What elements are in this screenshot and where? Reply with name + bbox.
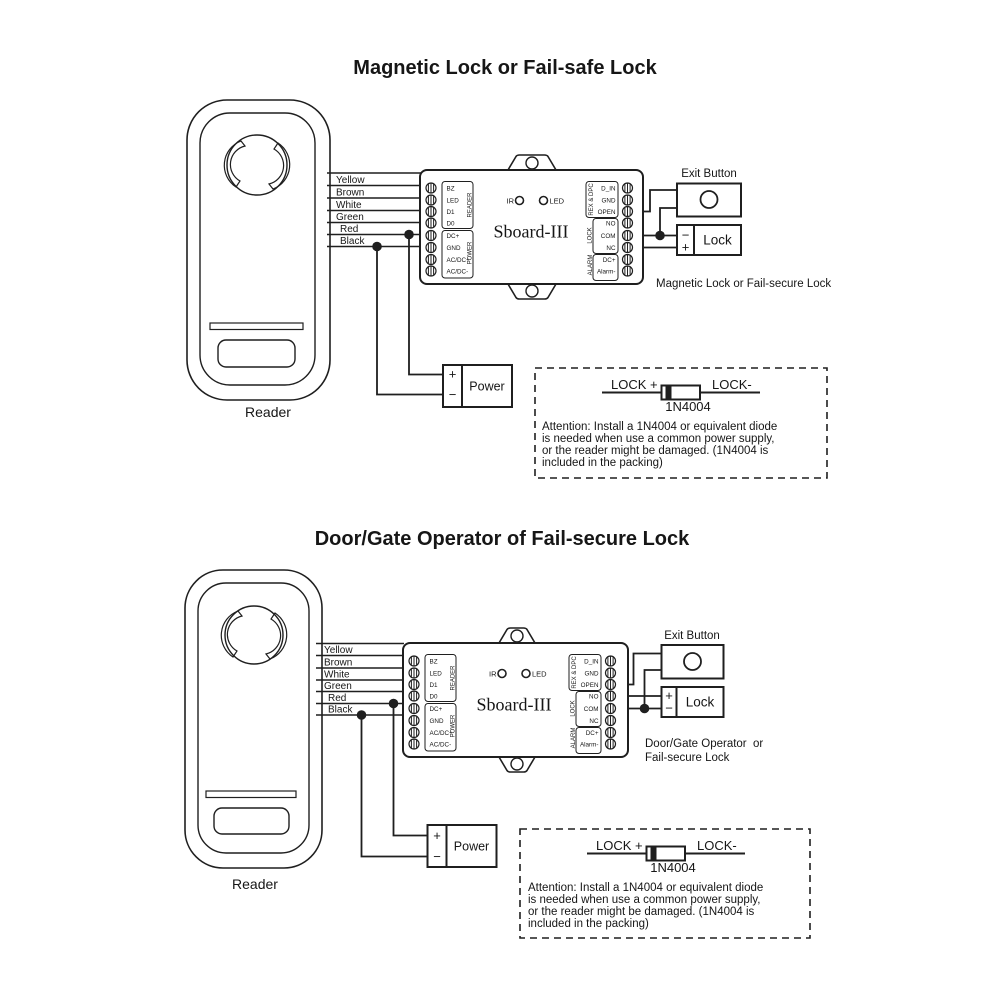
attention-line: is needed when use a common power supply, bbox=[528, 894, 761, 906]
junction-dot bbox=[357, 710, 367, 720]
lock-terminal-bottom: + bbox=[681, 239, 690, 255]
power-label: Power bbox=[453, 839, 490, 854]
group-label-lock: LOCK bbox=[570, 700, 577, 717]
terminal-screw bbox=[409, 680, 419, 690]
reader-outline bbox=[185, 570, 322, 868]
reader-inner-outline bbox=[200, 113, 315, 385]
wire-label-brown: Brown bbox=[336, 187, 365, 199]
terminal-label: COM bbox=[583, 706, 599, 713]
terminal-screw bbox=[426, 218, 436, 228]
terminal-screw bbox=[409, 704, 419, 714]
group-label-lock: LOCK bbox=[587, 227, 594, 244]
wire-label-red: Red bbox=[328, 693, 347, 704]
terminal-label: D_IN bbox=[584, 658, 599, 666]
wire-label-white: White bbox=[336, 200, 362, 211]
wire-label-white: White bbox=[324, 669, 350, 681]
section-magnetic-lock bbox=[187, 57, 831, 478]
controller-board bbox=[403, 628, 628, 772]
terminal-screw bbox=[426, 195, 436, 205]
terminal-label: DC+ bbox=[602, 257, 616, 264]
attention-line: is needed when use a common power supply, bbox=[542, 433, 775, 445]
diode-note bbox=[520, 829, 810, 938]
group-label-power: POWER bbox=[467, 241, 474, 265]
attention-line: Attention: Install a 1N4004 or equivalent diode bbox=[542, 421, 778, 433]
terminal-label: OPEN bbox=[580, 682, 599, 689]
power-terminal-plus: + bbox=[433, 828, 441, 843]
reader-outline bbox=[187, 100, 330, 400]
wire-label-red: Red bbox=[340, 224, 359, 235]
terminal-label: D0 bbox=[446, 220, 455, 228]
attention-line: or the reader might be damaged. (1N4004 is bbox=[528, 906, 755, 918]
exit-button-body bbox=[662, 645, 724, 679]
terminal-screw bbox=[623, 218, 633, 228]
group-label-power: POWER bbox=[450, 714, 457, 738]
mounting-hole bbox=[511, 758, 523, 770]
terminal-label: AC/DC- bbox=[429, 741, 452, 749]
terminal-label: OPEN bbox=[597, 209, 616, 216]
terminal-label: COM bbox=[600, 233, 616, 240]
mounting-hole bbox=[511, 630, 523, 642]
wire-exit-button-to-com bbox=[660, 208, 677, 236]
terminal-screw bbox=[426, 266, 436, 276]
terminal-screw bbox=[623, 195, 633, 205]
exit-button bbox=[677, 168, 741, 217]
power-label: Power bbox=[469, 379, 505, 394]
terminal-label: D1 bbox=[446, 209, 455, 216]
wire-label-yellow: Yellow bbox=[336, 175, 365, 186]
lock-plus-label: LOCK + bbox=[611, 377, 658, 392]
terminal-label: LED bbox=[446, 197, 459, 205]
lock-terminal-top: + bbox=[665, 688, 673, 703]
terminal-label: AC/DC+ bbox=[429, 730, 453, 737]
terminal-screw bbox=[426, 231, 436, 241]
junction-dot bbox=[404, 230, 414, 240]
mounting-hole bbox=[526, 285, 538, 297]
terminal-screw bbox=[606, 668, 616, 678]
section-door-gate-operator bbox=[185, 528, 810, 938]
lock-minus-label: LOCK- bbox=[712, 377, 752, 392]
lock-minus-label: LOCK- bbox=[697, 838, 737, 853]
reader-device bbox=[187, 100, 330, 420]
lock-label: Lock bbox=[685, 694, 715, 710]
power-terminal-minus: − bbox=[433, 849, 441, 864]
reader-button-area bbox=[214, 808, 289, 834]
group-label-reader: READER bbox=[450, 665, 457, 691]
terminal-label: BZ bbox=[429, 658, 438, 666]
wire-label-yellow: Yellow bbox=[324, 645, 353, 656]
attention-line: or the reader might be damaged. (1N4004 is bbox=[542, 445, 769, 457]
diode-note bbox=[535, 368, 827, 478]
mounting-hole bbox=[526, 157, 538, 169]
terminal-label: GND bbox=[429, 718, 444, 725]
terminal-label: DC+ bbox=[585, 730, 599, 737]
terminal-screw bbox=[426, 183, 436, 193]
terminal-screw bbox=[409, 656, 419, 666]
junction-dot bbox=[655, 231, 665, 241]
terminal-screw bbox=[426, 255, 436, 265]
terminal-label: D1 bbox=[429, 682, 438, 689]
power-supply bbox=[443, 365, 512, 407]
lock-device bbox=[662, 687, 724, 717]
terminal-label: NC bbox=[589, 718, 599, 725]
group-label-reader: READER bbox=[467, 192, 474, 218]
terminal-label: BZ bbox=[446, 185, 455, 193]
terminal-label: AC/DC+ bbox=[446, 257, 470, 264]
attention-line: included in the packing) bbox=[528, 918, 649, 930]
led-label: LED bbox=[549, 196, 565, 206]
power-terminal-minus: − bbox=[448, 387, 457, 402]
lock-device bbox=[677, 225, 741, 255]
terminal-label: DC+ bbox=[429, 706, 443, 713]
terminal-screw bbox=[623, 231, 633, 241]
terminal-screw bbox=[606, 704, 616, 714]
power-supply bbox=[428, 825, 497, 867]
terminal-screw bbox=[426, 243, 436, 253]
terminal-label: GND bbox=[446, 245, 461, 252]
group-label-rex-dpc: REX & DPC bbox=[589, 183, 595, 216]
terminal-screw bbox=[606, 680, 616, 690]
terminal-screw bbox=[623, 255, 633, 265]
terminal-screw bbox=[623, 207, 633, 217]
attention-line: included in the packing) bbox=[542, 457, 663, 469]
junction-dot bbox=[389, 699, 399, 709]
exit-button bbox=[662, 630, 724, 679]
group-label-alarm: ALARM bbox=[588, 254, 594, 276]
terminal-screw bbox=[606, 716, 616, 726]
lock-terminal-top: − bbox=[681, 227, 690, 243]
terminal-label: DC+ bbox=[446, 233, 460, 240]
terminal-label: D_IN bbox=[601, 185, 616, 193]
junction-dot bbox=[372, 242, 382, 252]
terminal-screw bbox=[623, 266, 633, 276]
power-terminal-plus: + bbox=[448, 366, 457, 382]
lock-plus-label: LOCK + bbox=[596, 838, 643, 853]
terminal-label: AC/DC- bbox=[446, 268, 469, 276]
wire-label-black: Black bbox=[328, 704, 353, 716]
terminal-label: GND bbox=[584, 670, 599, 678]
lock-type-caption: Magnetic Lock or Fail-secure Lock bbox=[656, 278, 832, 290]
terminal-label: NO bbox=[606, 220, 616, 228]
wire-label-green: Green bbox=[336, 212, 364, 223]
terminal-screw bbox=[623, 183, 633, 193]
wire-exit-button-to-com bbox=[645, 670, 662, 709]
reader-slot bbox=[206, 791, 296, 798]
wire-label-brown: Brown bbox=[324, 657, 353, 669]
led-label: LED bbox=[532, 669, 547, 679]
lock-terminal-bottom: − bbox=[665, 700, 673, 716]
reader-label: Reader bbox=[245, 404, 291, 420]
terminal-screw bbox=[409, 739, 419, 749]
lock-type-caption: Fail-secure Lock bbox=[645, 752, 730, 764]
exit-button-label: Exit Button bbox=[664, 630, 720, 642]
lock-label: Lock bbox=[703, 232, 732, 248]
reader-slot bbox=[210, 323, 303, 330]
terminal-screw bbox=[409, 728, 419, 738]
reader-device bbox=[185, 570, 322, 892]
terminal-screw bbox=[606, 728, 616, 738]
diode-name: 1N4004 bbox=[650, 860, 696, 875]
lock-type-caption: Door/Gate Operator or bbox=[645, 738, 764, 750]
ir-label: IR bbox=[489, 669, 497, 679]
terminal-label: Alarm- bbox=[596, 268, 616, 276]
terminal-screw bbox=[409, 691, 419, 701]
terminal-label: NC bbox=[606, 245, 616, 252]
board-name: Sboard-III bbox=[476, 694, 552, 715]
junction-dot bbox=[640, 704, 650, 714]
board-name: Sboard-III bbox=[493, 221, 569, 242]
attention-line: Attention: Install a 1N4004 or equivalent diode bbox=[528, 882, 764, 894]
terminal-screw bbox=[409, 668, 419, 678]
exit-button-body bbox=[677, 184, 741, 217]
section-title: Door/Gate Operator of Fail-secure Lock bbox=[314, 528, 690, 550]
group-label-alarm: ALARM bbox=[571, 727, 577, 749]
diode-name: 1N4004 bbox=[665, 399, 711, 414]
diode-band bbox=[666, 386, 672, 400]
terminal-screw bbox=[426, 207, 436, 217]
terminal-label: LED bbox=[429, 670, 442, 678]
terminal-screw bbox=[409, 716, 419, 726]
terminal-screw bbox=[606, 739, 616, 749]
wire-label-black: Black bbox=[340, 236, 365, 247]
diode-band bbox=[651, 847, 657, 861]
wire-label-green: Green bbox=[324, 681, 352, 692]
terminal-screw bbox=[606, 656, 616, 666]
exit-button-label: Exit Button bbox=[681, 168, 737, 180]
terminal-label: D0 bbox=[429, 693, 438, 701]
terminal-label: GND bbox=[601, 197, 616, 205]
group-label-rex-dpc: REX & DPC bbox=[572, 656, 578, 689]
section-title: Magnetic Lock or Fail-safe Lock bbox=[353, 57, 657, 79]
terminal-screw bbox=[623, 243, 633, 253]
controller-board bbox=[420, 155, 643, 299]
terminal-label: NO bbox=[589, 693, 599, 701]
ir-label: IR bbox=[506, 196, 514, 206]
terminal-label: Alarm- bbox=[579, 741, 599, 749]
terminal-screw bbox=[606, 691, 616, 701]
reader-button-area bbox=[218, 340, 295, 367]
reader-label: Reader bbox=[232, 876, 278, 892]
